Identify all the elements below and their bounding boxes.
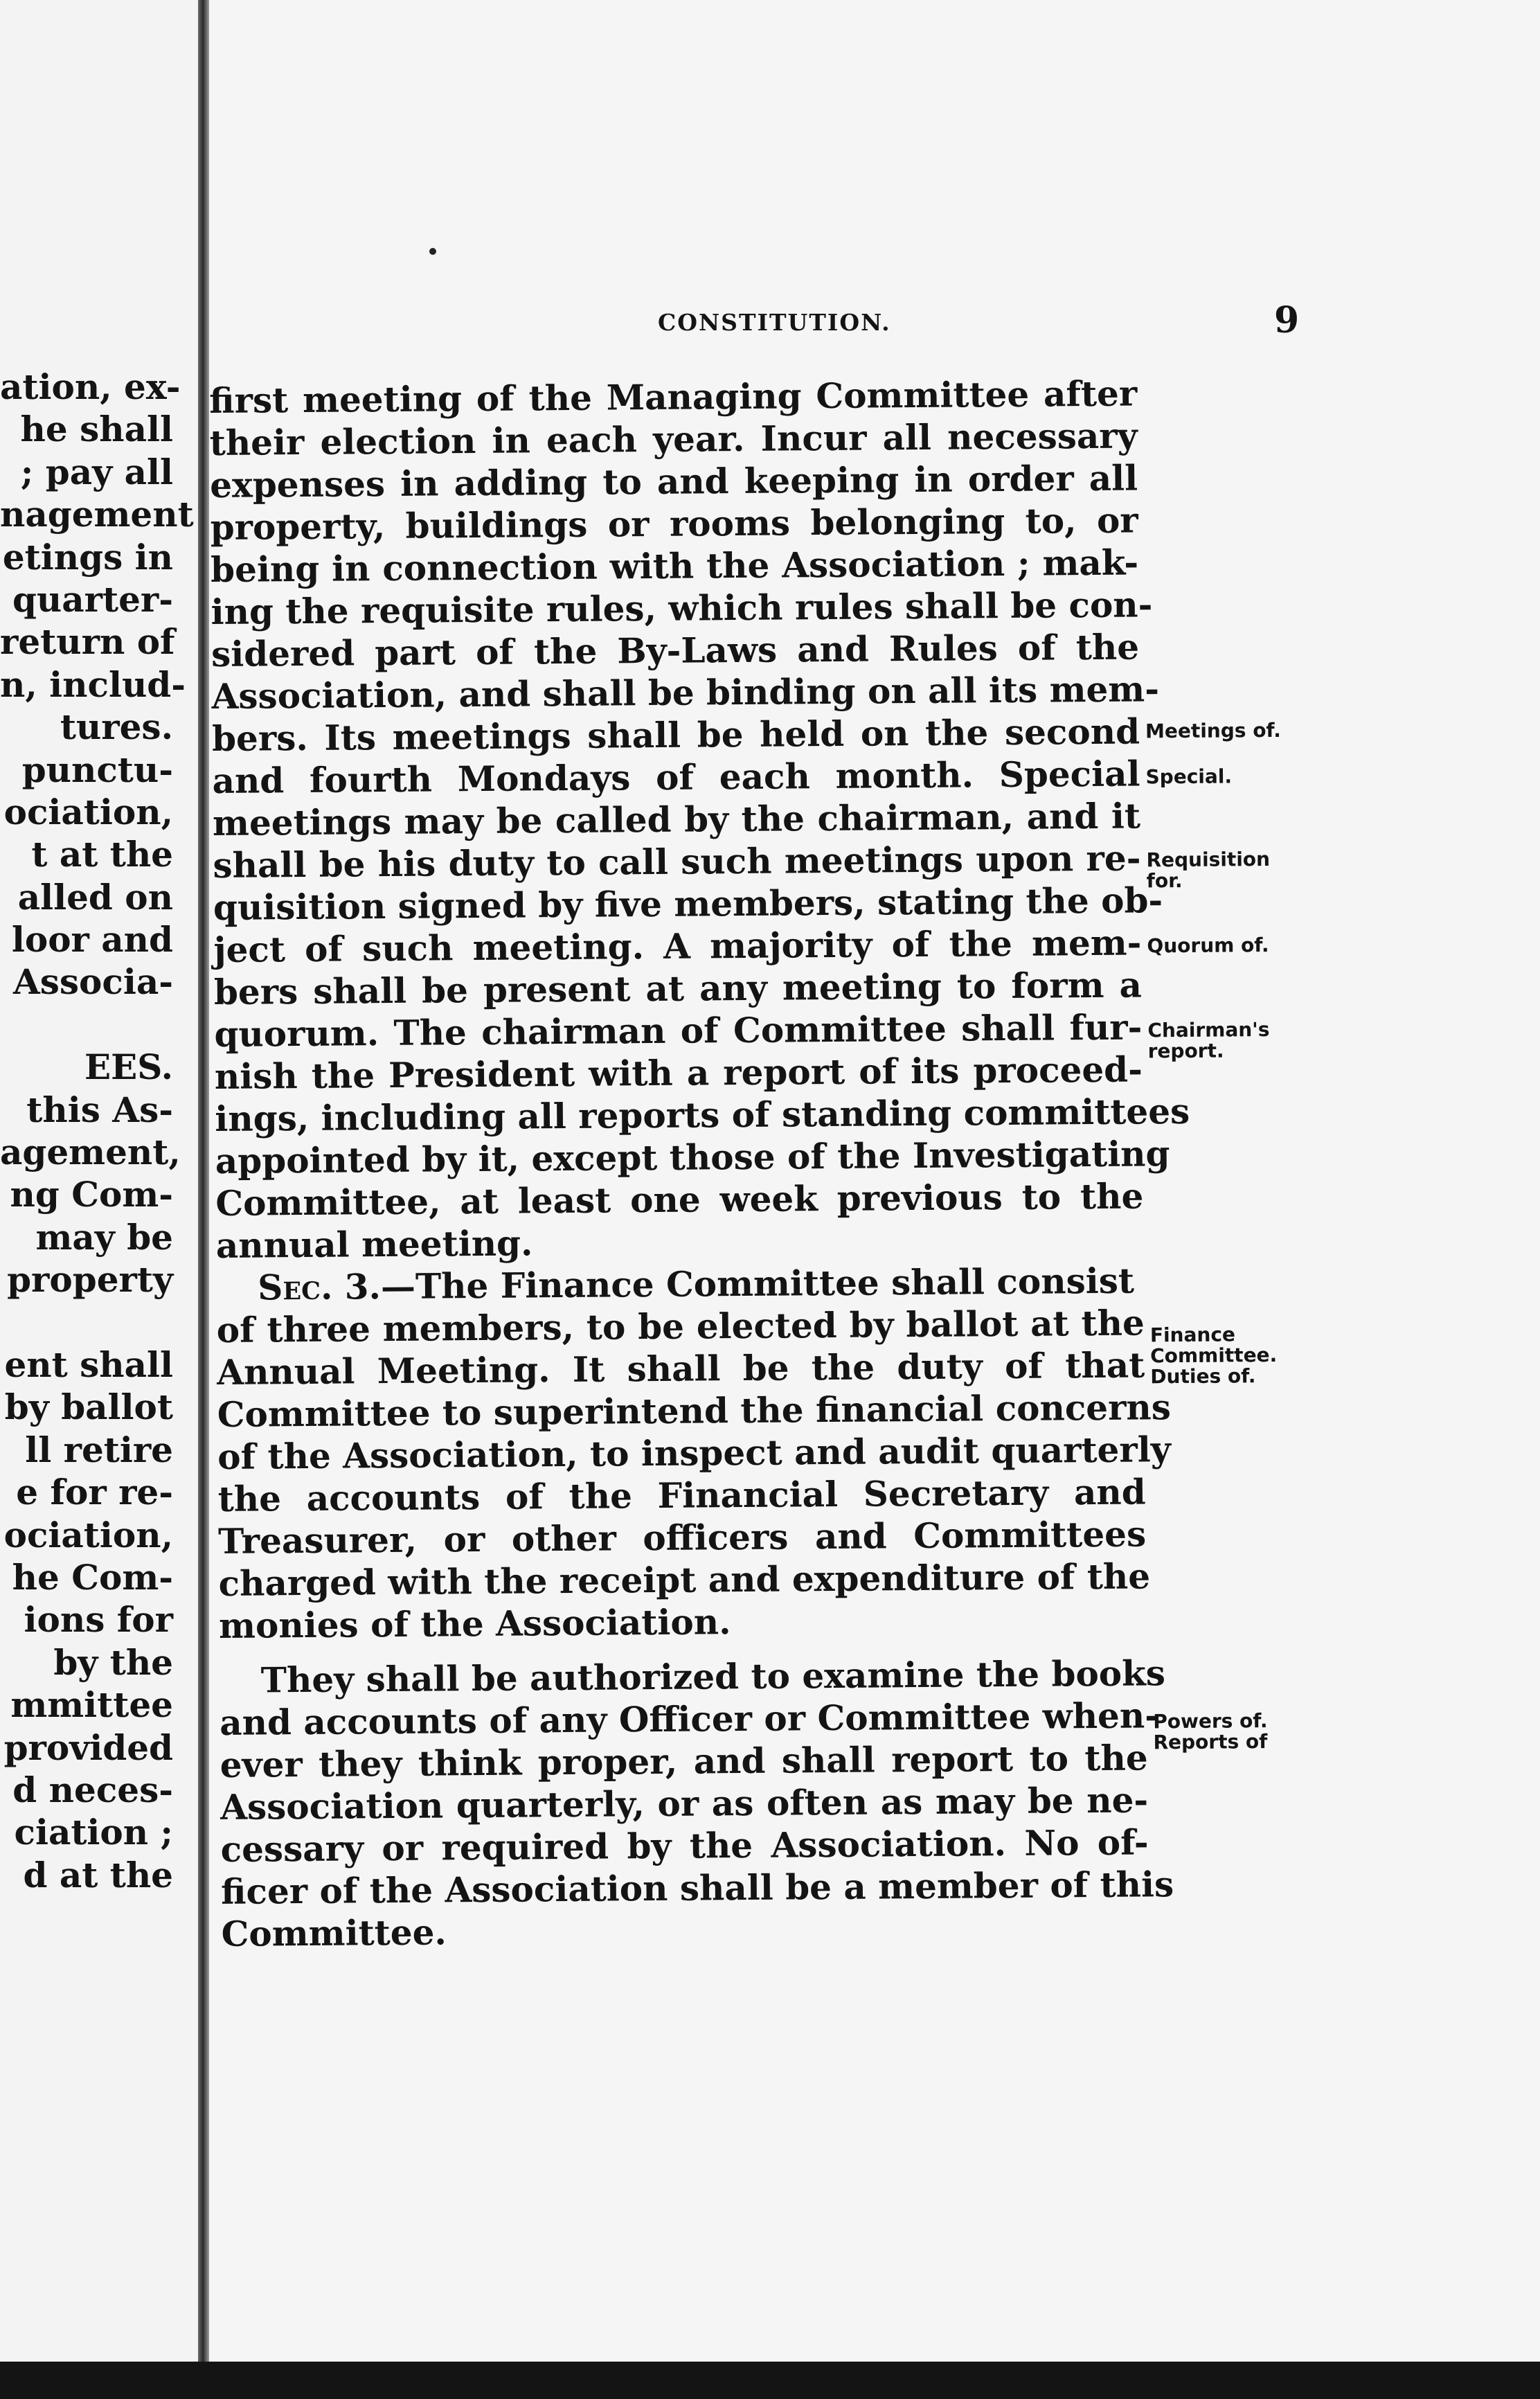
margin-note-finance: Finance	[1149, 1323, 1236, 1347]
margin-note-report: report.	[1147, 1039, 1224, 1063]
text-line: quisition signed by five members, stating the ob-	[213, 880, 1163, 928]
facing-page-line: tures.	[60, 706, 173, 748]
paragraph-committee-duties	[209, 372, 1190, 1266]
text-line: first meeting of the Managing Committee after	[209, 373, 1138, 421]
facing-page-line: mmittee	[10, 1684, 173, 1726]
facing-page-line: by ballot	[4, 1386, 173, 1428]
text-line: ject of such meeting. A majority of the mem-	[213, 922, 1142, 970]
facing-page-line: he Com-	[12, 1556, 173, 1598]
margin-note-committee: Committee.	[1149, 1343, 1278, 1368]
facing-page-line: ociation,	[3, 791, 173, 832]
facing-page-line: Associa-	[12, 961, 173, 1003]
text-line: Association, and shall be binding on all its mem-	[211, 668, 1160, 717]
text-line: charged with the receipt and expenditure of the	[218, 1555, 1151, 1604]
text-line: expenses in adding to and keeping in order all	[209, 457, 1138, 506]
text-line: sidered part of the By-Laws and Rules of the	[211, 626, 1140, 675]
text-line: of the Association, to inspect and audit quarterly	[217, 1429, 1171, 1477]
margin-note-reports: Reports of	[1153, 1730, 1268, 1754]
facing-page-line: loor and	[11, 919, 173, 961]
facing-page-line: agement,	[0, 1132, 181, 1173]
facing-page-line: e for re-	[16, 1472, 173, 1513]
facing-page-line: d at the	[23, 1854, 173, 1896]
facing-page-line: by the	[53, 1641, 173, 1683]
margin-note-powers: Powers of.	[1153, 1709, 1268, 1733]
text-line: bers. Its meetings shall be held on the second	[211, 711, 1140, 759]
text-line: bers shall be present at any meeting to form a	[213, 964, 1143, 1013]
facing-page-line: may be	[35, 1216, 173, 1258]
page-number: 9	[1274, 299, 1300, 341]
facing-page-line: provided	[3, 1727, 173, 1768]
facing-page-line: property	[7, 1259, 173, 1301]
text-line: Committee.	[221, 1911, 447, 1954]
facing-page-line: ions for	[24, 1599, 173, 1641]
text-line: ings, including all reports of standing committees	[215, 1090, 1190, 1139]
text-line: the accounts of the Financial Secretary and	[217, 1471, 1146, 1519]
text-line: appointed by it, except those of the Investigating	[215, 1133, 1170, 1181]
text-line: property, buildings or rooms belonging to, or	[210, 499, 1138, 548]
facing-page-line: ociation,	[3, 1514, 173, 1555]
paragraph-powers	[220, 1652, 1174, 1955]
margin-note-quorum: Quorum of.	[1147, 934, 1269, 958]
text-line: cessary or required by the Association. No of-	[220, 1821, 1149, 1870]
text-line: nish the President with a report of its proceed-	[214, 1049, 1143, 1097]
facing-page-line: ng Com-	[10, 1174, 173, 1215]
text-line: Treasurer, or other officers and Committees	[217, 1513, 1147, 1562]
text-line: quorum. The chairman of Committee shall fur-	[214, 1006, 1143, 1055]
text-line: and fourth Mondays of each month. Special	[212, 753, 1140, 801]
text-line: Association quarterly, or as often as may be ne-	[220, 1779, 1149, 1828]
facing-page-line: ll retire	[25, 1429, 173, 1470]
text-line: They shall be authorized to examine the books	[260, 1652, 1166, 1701]
facing-page-line: d neces-	[12, 1769, 173, 1810]
facing-page-line: t at the	[31, 834, 173, 875]
facing-page-line: he shall	[20, 409, 173, 450]
section-3-first-line: —The Finance Committee shall consist	[380, 1260, 1135, 1308]
margin-note-meetings: Meetings of.	[1145, 718, 1281, 743]
text-line: meetings may be called by the chairman, and it	[212, 795, 1141, 844]
main-text-column	[209, 372, 1281, 1954]
scan-bottom-edge	[0, 2362, 1540, 2399]
facing-page-line: ; pay all	[20, 451, 173, 492]
facing-page-line: ciation ;	[14, 1812, 173, 1853]
running-head: CONSTITUTION.	[658, 309, 891, 336]
facing-page-line	[0, 1004, 173, 1046]
facing-page-text-fragment	[0, 366, 194, 1896]
facing-page-line: return of	[0, 621, 175, 663]
text-line: annual meeting.	[215, 1222, 533, 1266]
book-gutter	[198, 0, 209, 2362]
facing-page-line: this As-	[26, 1089, 173, 1130]
text-line: being in connection with the Association ; mak-	[210, 542, 1139, 590]
text-line: ing the requisite rules, which rules shall be con-	[211, 584, 1153, 632]
text-line: ever they think proper, and shall report to the	[220, 1737, 1148, 1785]
text-line: ficer of the Association shall be a member of this	[220, 1864, 1174, 1912]
facing-page-line	[0, 1301, 173, 1344]
facing-page-line: n, includ-	[0, 663, 186, 705]
section-3-heading-line	[216, 1259, 1144, 1309]
margin-notes	[1143, 371, 1323, 1754]
facing-page-line: etings in	[2, 536, 173, 578]
facing-page-left	[0, 0, 201, 2362]
margin-note-special: Special.	[1145, 765, 1233, 789]
margin-note-requisition: Requisition	[1146, 847, 1271, 872]
text-line: of three members, to be elected by ballot at the	[216, 1302, 1145, 1350]
text-line: their election in each year. Incur all necessary	[209, 415, 1138, 463]
margin-note-requisition-for: for.	[1146, 868, 1183, 893]
text-line: Committee, at least one week previous to the	[215, 1175, 1144, 1224]
facing-page-line: alled on	[17, 876, 173, 918]
text-line: shall be his duty to call such meetings upon re-	[213, 837, 1141, 886]
text-line: Annual Meeting. It shall be the duty of that	[217, 1344, 1145, 1393]
text-line: monies of the Association.	[218, 1601, 731, 1646]
ink-speck	[429, 248, 436, 255]
facing-page-line: punctu-	[21, 749, 173, 790]
text-line: Committee to superintend the financial concerns	[217, 1386, 1172, 1435]
facing-page-line: EES.	[84, 1046, 173, 1088]
section-label: Sec. 3.	[258, 1266, 382, 1308]
margin-note-chairmans: Chairman's	[1147, 1018, 1270, 1042]
paragraph-finance-committee	[216, 1301, 1172, 1647]
facing-page-line: nagement	[0, 494, 194, 535]
facing-page-line: ent shall	[4, 1344, 173, 1385]
text-line: and accounts of any Officer or Committee when-	[220, 1695, 1160, 1743]
page-right	[209, 0, 1540, 2362]
facing-page-line: quarter-	[12, 578, 173, 620]
margin-note-duties: Duties of.	[1150, 1364, 1256, 1389]
facing-page-line: ation, ex-	[0, 366, 181, 407]
